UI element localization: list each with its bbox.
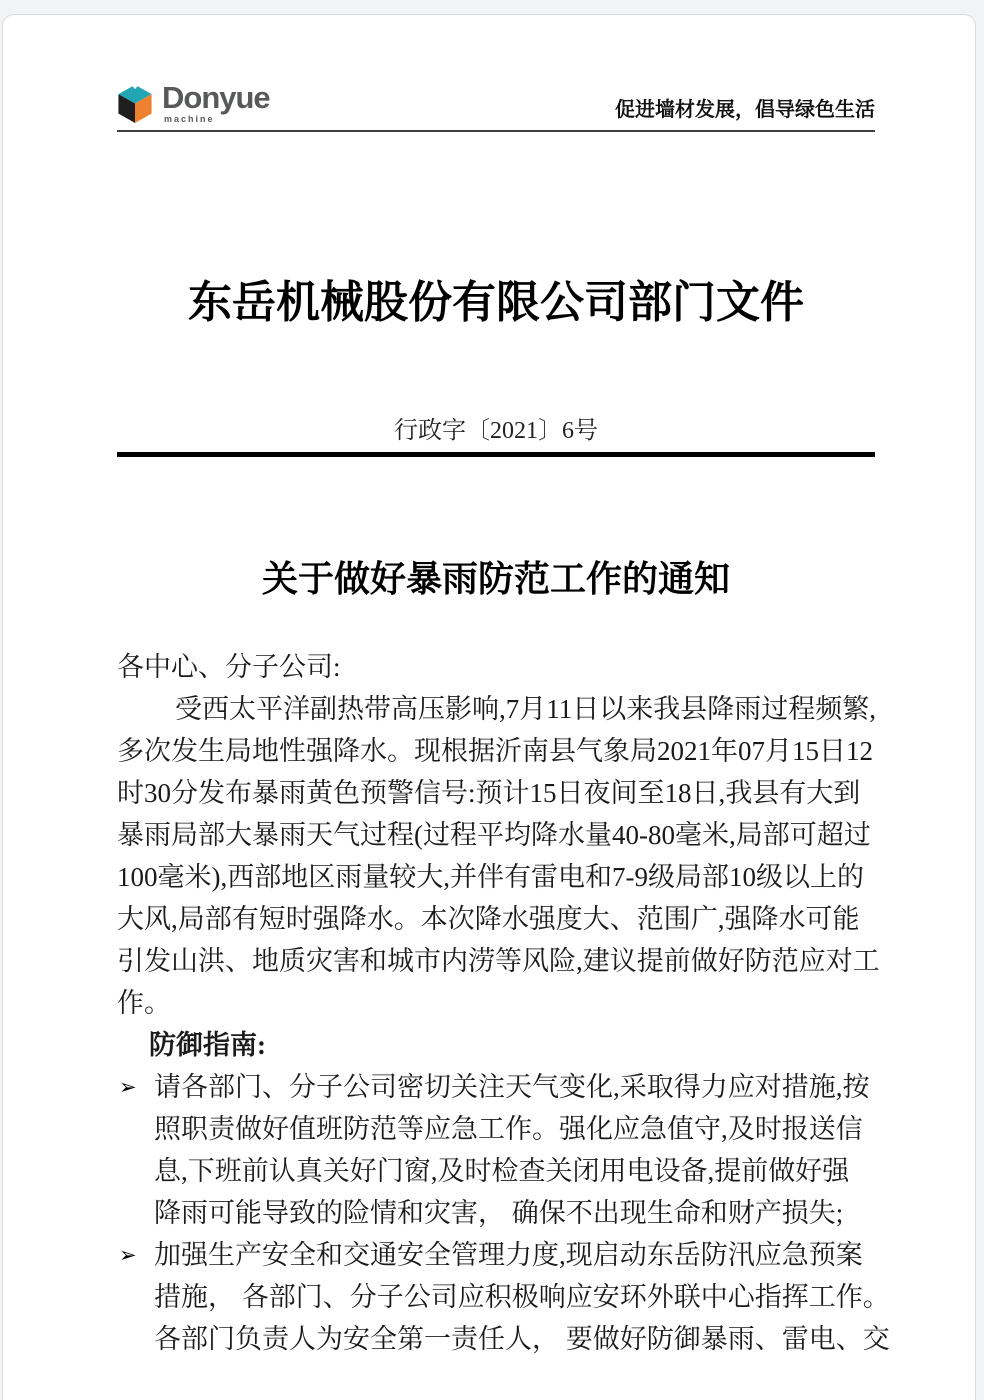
guide-bullet-item bbox=[117, 1234, 890, 1360]
cube-logo-icon bbox=[117, 83, 153, 124]
paragraph-line: 作。 bbox=[117, 988, 171, 1018]
notice-body bbox=[117, 646, 890, 1360]
paragraph-line: 时30分发布暴雨黄色预警信号:预计15日夜间至18日,我县有大到 bbox=[117, 778, 861, 808]
bullet-arrow-icon: ➢ bbox=[119, 1075, 137, 1099]
document-content bbox=[3, 15, 975, 1400]
bullet-line: 降雨可能导致的险情和灾害， 确保不出现生命和财产损失; bbox=[154, 1198, 844, 1228]
company-slogan: 促进墙材发展，倡导绿色生活 bbox=[615, 99, 875, 121]
paragraph-line: 受西太平洋副热带高压影响,7月11日以来我县降雨过程频繁, bbox=[175, 694, 876, 724]
paragraph-line: 引发山洪、地质灾害和城市内涝等风险,建议提前做好防范应对工 bbox=[117, 946, 880, 976]
brand-name: Donyue bbox=[162, 80, 270, 115]
bullet-arrow-icon: ➢ bbox=[119, 1243, 137, 1267]
title-separator-rule bbox=[117, 452, 875, 457]
bullet-line: 照职责做好值班防范等应急工作。强化应急值守,及时报送信 bbox=[154, 1114, 863, 1144]
brand-subtitle: machine bbox=[164, 114, 215, 124]
paragraph-line: 大风,局部有短时强降水。本次降水强度大、范围广,强降水可能 bbox=[117, 904, 860, 934]
letterhead bbox=[117, 80, 875, 132]
bullet-line: 各部门负责人为安全第一责任人， 要做好防御暴雨、雷电、交 bbox=[154, 1324, 890, 1354]
paragraph-line: 多次发生局地性强降水。现根据沂南县气象局2021年07月15日12 bbox=[117, 736, 873, 766]
bullet-line: 息,下班前认真关好门窗,及时检查关闭用电设备,提前做好强 bbox=[154, 1156, 850, 1186]
bullet-line: 请各部门、分子公司密切关注天气变化,采取得力应对措施,按 bbox=[154, 1072, 870, 1102]
salutation: 各中心、分子公司: bbox=[117, 652, 341, 682]
paragraph-line: 暴雨局部大暴雨天气过程(过程平均降水量40-80毫米,局部可超过 bbox=[117, 820, 871, 850]
document-number: 行政字〔2021〕6号 bbox=[394, 418, 598, 444]
paragraph-line: 100毫米),西部地区雨量较大,并伴有雷电和7-9级局部10级以上的 bbox=[117, 862, 864, 892]
company-logo bbox=[117, 80, 270, 124]
logo-wordmark bbox=[162, 80, 270, 124]
bullet-line: 措施， 各部门、分子公司应积极响应安环外联中心指挥工作。 bbox=[154, 1282, 890, 1312]
document-title: 东岳机械股份有限公司部门文件 bbox=[188, 278, 804, 327]
notice-subject: 关于做好暴雨防范工作的通知 bbox=[261, 559, 730, 599]
guide-bullet-item bbox=[117, 1066, 875, 1234]
document-page bbox=[2, 14, 976, 1400]
bullet-line: 加强生产安全和交通安全管理力度,现启动东岳防汛应急预案 bbox=[154, 1240, 863, 1270]
guide-heading: 防御指南: bbox=[149, 1030, 266, 1060]
